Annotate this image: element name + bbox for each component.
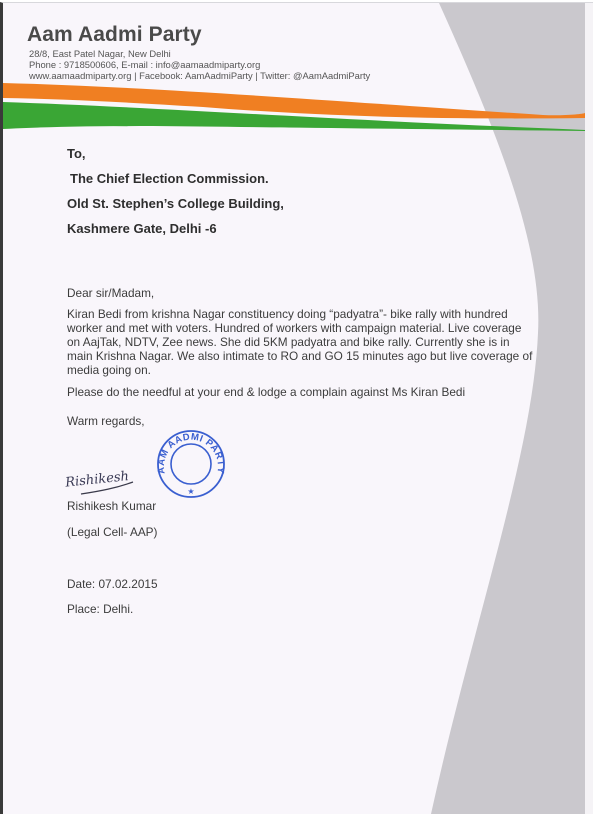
greeting: Dear sir/Madam, bbox=[67, 286, 155, 300]
letterhead-graphics bbox=[3, 3, 593, 814]
svg-text:AAM AADMI PARTY bbox=[156, 431, 226, 474]
signatory-name: Rishikesh Kumar bbox=[67, 499, 157, 513]
signatory-designation: (Legal Cell- AAP) bbox=[67, 525, 158, 539]
org-name: Aam Aadmi Party bbox=[27, 23, 202, 46]
letter-page bbox=[0, 2, 593, 814]
org-contact: Phone : 9718500606, E-mail : info@aamaadmiparty.org bbox=[29, 59, 261, 70]
signature bbox=[61, 458, 141, 498]
org-web-social: www.aamaadmiparty.org | Facebook: AamAadmiParty | Twitter: @AamAadmiParty bbox=[29, 70, 371, 81]
closing: Warm regards, bbox=[67, 414, 145, 428]
recipient-line-1: The Chief Election Commission. bbox=[70, 171, 269, 186]
stamp-text: AAM AADMI PARTY bbox=[155, 431, 227, 475]
signature-text: Rishikesh bbox=[64, 469, 130, 491]
org-address: 28/8, East Patel Nagar, New Delhi bbox=[29, 48, 171, 59]
letter-body: Kiran Bedi from krishna Nagar constituency doing “padyatra”- bike rally with hundred worker and met with voters. Hundred of workers with campaign material. Live coverage on AajTak, NDTV, Zee news. She did 5KM padyatra and bike rally. Currently she is in main Krishna Nagar. We also intimate to RO and GO 15 minutes ago but live coverage of media going on. bbox=[67, 307, 533, 377]
recipient-line-2: Old St. Stephen’s College Building, bbox=[67, 196, 284, 211]
party-stamp bbox=[155, 428, 227, 500]
letter-date: Date: 07.02.2015 bbox=[67, 577, 158, 591]
stamp-star-icon: ★ bbox=[187, 487, 195, 496]
letter-place: Place: Delhi. bbox=[67, 602, 134, 616]
page-edge bbox=[585, 3, 593, 814]
recipient-to: To, bbox=[67, 146, 86, 161]
recipient-line-3: Kashmere Gate, Delhi -6 bbox=[67, 221, 217, 236]
letter-request: Please do the needful at your end & lodge a complain against Ms Kiran Bedi bbox=[67, 385, 466, 399]
